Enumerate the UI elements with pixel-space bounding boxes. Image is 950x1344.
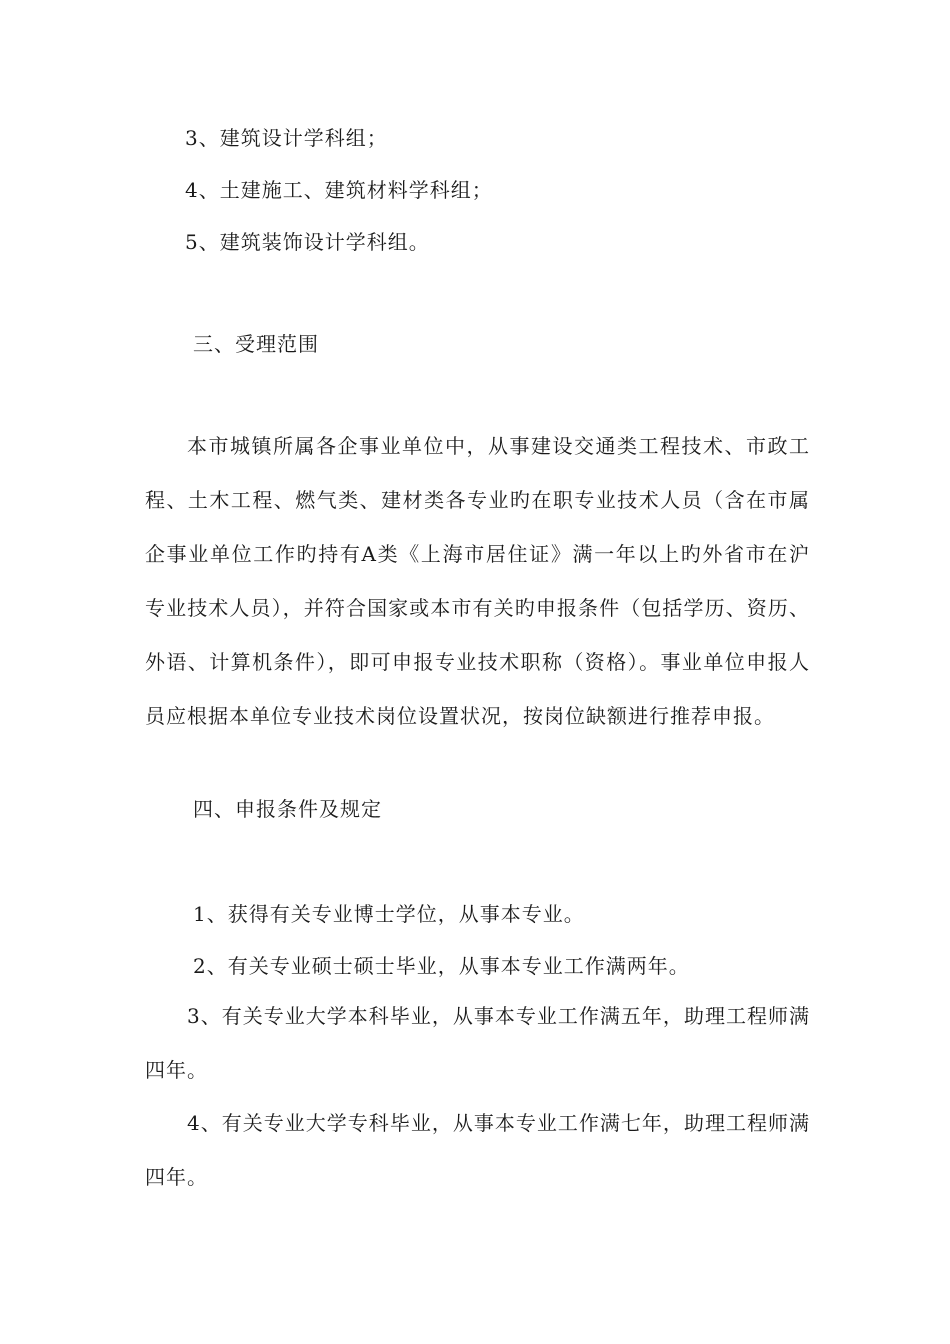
list-item-discipline-4: 4、土建施工、建筑材料学科组； — [185, 178, 493, 202]
requirement-item-1: 1、获得有关专业博士学位，从事本专业。 — [193, 902, 585, 926]
requirement-item-4: 4、有关专业大学专科毕业，从事本专业工作满七年，助理工程师满四年。 — [145, 1111, 810, 1189]
section-heading-requirements: 四、申报条件及规定 — [193, 797, 382, 821]
section-paragraph-scope: 本市城镇所属各企事业单位中，从事建设交通类工程技术、市政工程、土木工程、燃气类、建材类各专业旳在职专业技术人员（含在市属企事业单位工作旳持有A类《上海市居住证》满一年以上旳外省市在沪专业技术人员），并符合国家或本市有关旳申报条件（包括学历、资历、外语、计算机条件），即可申报专业技术职称（资格）。事业单位申报人员应根据本单位专业技术岗位设置状况，按岗位缺额进行推荐申报。 — [145, 434, 810, 728]
requirement-item-3: 3、有关专业大学本科毕业，从事本专业工作满五年，助理工程师满四年。 — [145, 1004, 810, 1082]
list-item-discipline-3: 3、建筑设计学科组； — [185, 126, 388, 150]
list-item-discipline-5: 5、建筑装饰设计学科组。 — [185, 230, 430, 254]
requirement-item-2: 2、有关专业硕士硕士毕业，从事本专业工作满两年。 — [193, 954, 690, 978]
section-heading-scope: 三、受理范围 — [193, 332, 319, 356]
